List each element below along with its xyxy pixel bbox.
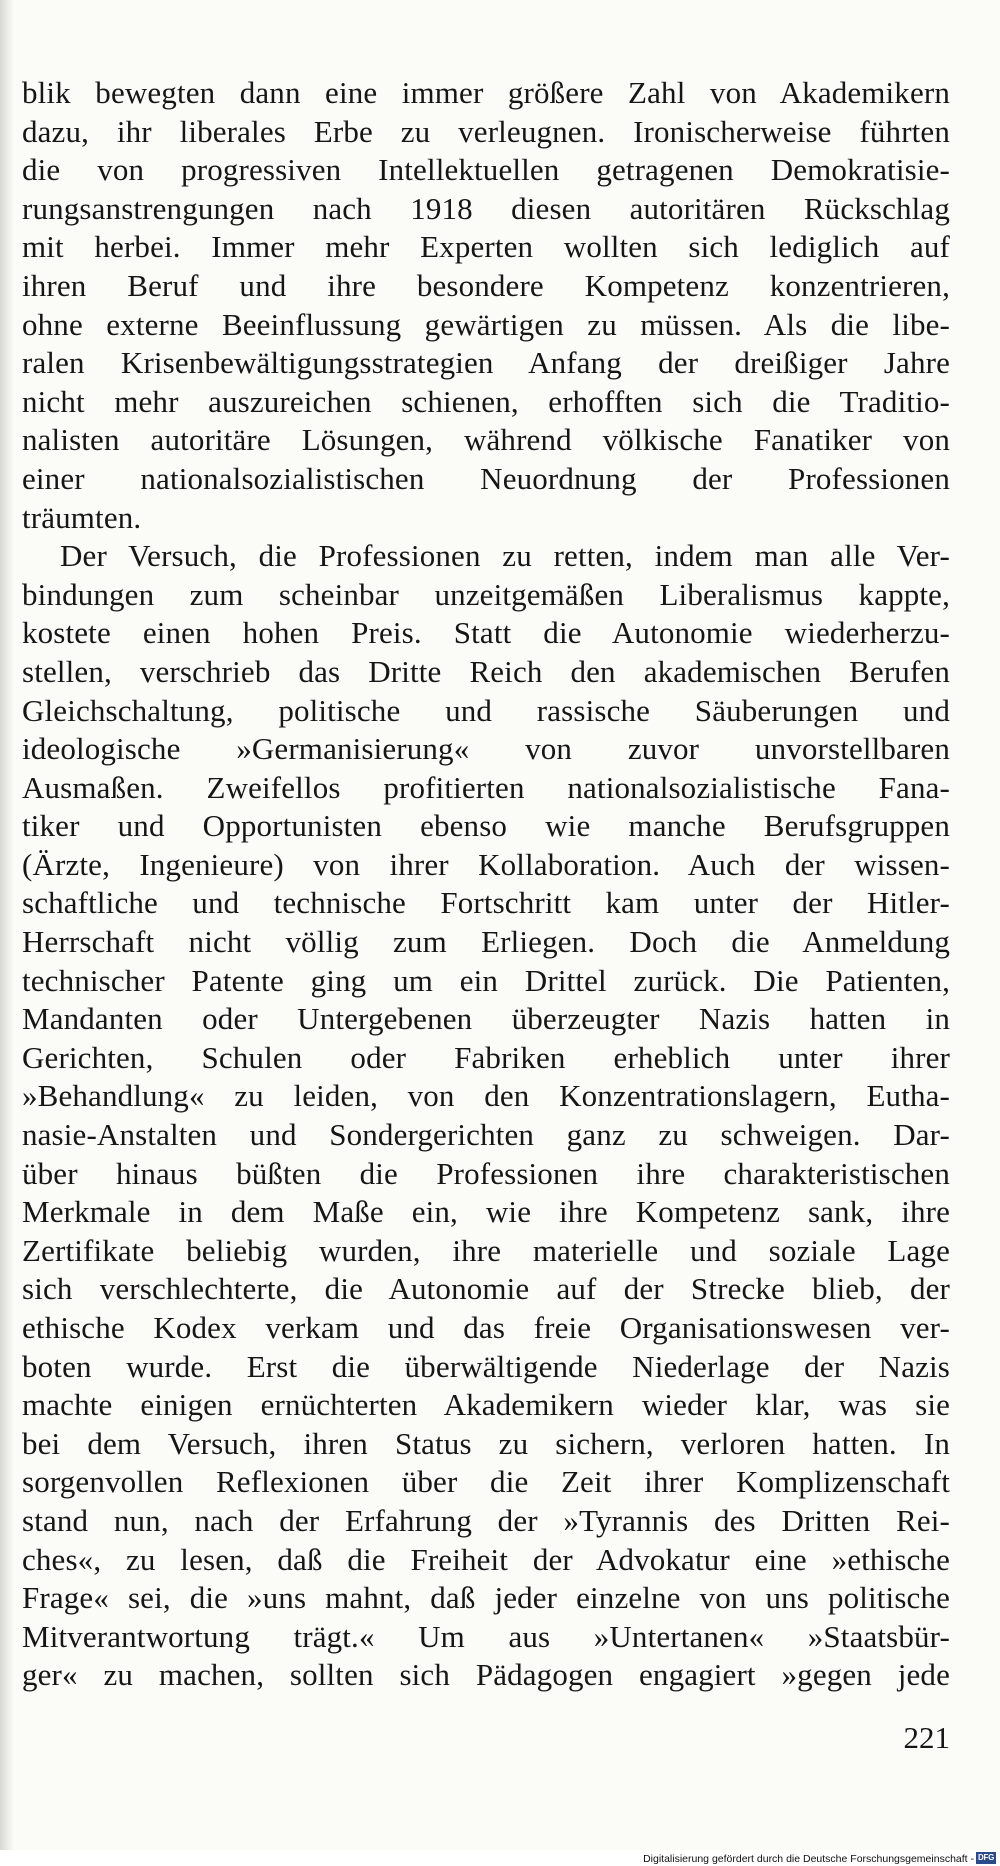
text-line: Merkmale in dem Maße ein, wie ihre Kompetenz sank, ihre	[22, 1194, 950, 1230]
text-line: machte einigen ernüchterten Akademikern wieder klar, was sie	[22, 1387, 950, 1423]
text-line: einer nationalsozialistischen Neuordnung der Professionen	[22, 460, 950, 496]
text-line: sich verschlechterte, die Autonomie auf der Strecke blieb, der	[22, 1271, 950, 1307]
text-line: Gleichschaltung, politische und rassische Säuberungen und	[22, 692, 950, 728]
text-line: (Ärzte, Ingenieure) von ihrer Kollaboration. Auch der wissen-	[22, 846, 950, 882]
text-line: Frage« sei, die »uns mahnt, daß jeder einzelne von uns politische	[22, 1580, 950, 1616]
text-line: stellen, verschrieb das Dritte Reich den akademischen Berufen	[22, 653, 950, 689]
dfg-logo-icon: DFG	[978, 1853, 994, 1862]
funding-note: Digitalisierung gefördert durch die Deutsche Forschungsgemeinschaft -	[643, 1853, 974, 1865]
text-line: die von progressiven Intellektuellen getragenen Demokratisie-	[22, 152, 950, 188]
text-line: ohne externe Beeinflussung gewärtigen zu müssen. Als die libe-	[22, 306, 950, 342]
text-line: kostete einen hohen Preis. Statt die Autonomie wiederherzu-	[22, 615, 950, 651]
text-line: ihren Beruf und ihre besondere Kompetenz konzentrieren,	[22, 267, 950, 303]
text-line: sorgenvollen Reflexionen über die Zeit ihrer Komplizenschaft	[22, 1464, 950, 1500]
text-line: nicht mehr auszureichen schienen, erhofften sich die Traditio-	[22, 383, 950, 419]
text-line: ideologische »Germanisierung« von zuvor unvorstellbaren	[22, 731, 950, 767]
text-line: Mandanten oder Untergebenen überzeugter Nazis hatten in	[22, 1001, 950, 1037]
text-line: bei dem Versuch, ihren Status zu sichern, verloren hatten. In	[22, 1425, 950, 1461]
text-line: schaftliche und technische Fortschritt kam unter der Hitler-	[22, 885, 950, 921]
text-line: ches«, zu lesen, daß die Freiheit der Advokatur eine »ethische	[22, 1541, 950, 1577]
body-text	[22, 74, 950, 1695]
text-line: technischer Patente ging um ein Drittel zurück. Die Patienten,	[22, 962, 950, 998]
text-line: nalisten autoritäre Lösungen, während völkische Fanatiker von	[22, 422, 950, 458]
text-line: bindungen zum scheinbar unzeitgemäßen Liberalismus kappte,	[22, 576, 950, 612]
text-line: mit herbei. Immer mehr Experten wollten sich lediglich auf	[22, 229, 950, 265]
text-line: dazu, ihr liberales Erbe zu verleugnen. Ironischerweise führten	[22, 113, 950, 149]
text-line: boten wurde. Erst die überwältigende Niederlage der Nazis	[22, 1348, 950, 1384]
page-number: 221	[903, 1720, 950, 1755]
text-line: nasie-Anstalten und Sondergerichten ganz zu schweigen. Dar-	[22, 1117, 950, 1153]
text-line: rungsanstrengungen nach 1918 diesen autoritären Rückschlag	[22, 190, 950, 226]
text-line: ger« zu machen, sollten sich Pädagogen engagiert »gegen jede	[22, 1657, 950, 1693]
spine-shadow	[0, 0, 14, 1850]
text-line: Gerichten, Schulen oder Fabriken erheblich unter ihrer	[22, 1039, 950, 1075]
text-line: blik bewegten dann eine immer größere Zahl von Akademikern	[22, 75, 950, 110]
text-line: Der Versuch, die Professionen zu retten, indem man alle Ver-	[60, 538, 950, 574]
text-line: Mitverantwortung trägt.« Um aus »Untertanen« »Staatsbür-	[22, 1618, 950, 1654]
digitization-footer	[0, 1850, 1000, 1866]
text-line: Ausmaßen. Zweifellos profitierten nationalsozialistische Fana-	[22, 769, 950, 805]
text-line: tiker und Opportunisten ebenso wie manche Berufsgruppen	[22, 808, 950, 844]
text-line: stand nun, nach der Erfahrung der »Tyrannis des Dritten Rei-	[22, 1502, 950, 1538]
text-line: »Behandlung« zu leiden, von den Konzentrationslagern, Eutha-	[22, 1078, 950, 1114]
text-line: ethische Kodex verkam und das freie Organisationswesen ver-	[22, 1310, 950, 1345]
text-line: über hinaus büßten die Professionen ihre charakteristischen	[22, 1155, 950, 1191]
text-line: Herrschaft nicht völlig zum Erliegen. Doch die Anmeldung	[22, 924, 950, 960]
text-line: träumten.	[22, 499, 142, 535]
text-line: Zertifikate beliebig wurden, ihre materielle und soziale Lage	[22, 1232, 950, 1268]
text-line: ralen Krisenbewältigungsstrategien Anfang der dreißiger Jahre	[22, 345, 950, 381]
